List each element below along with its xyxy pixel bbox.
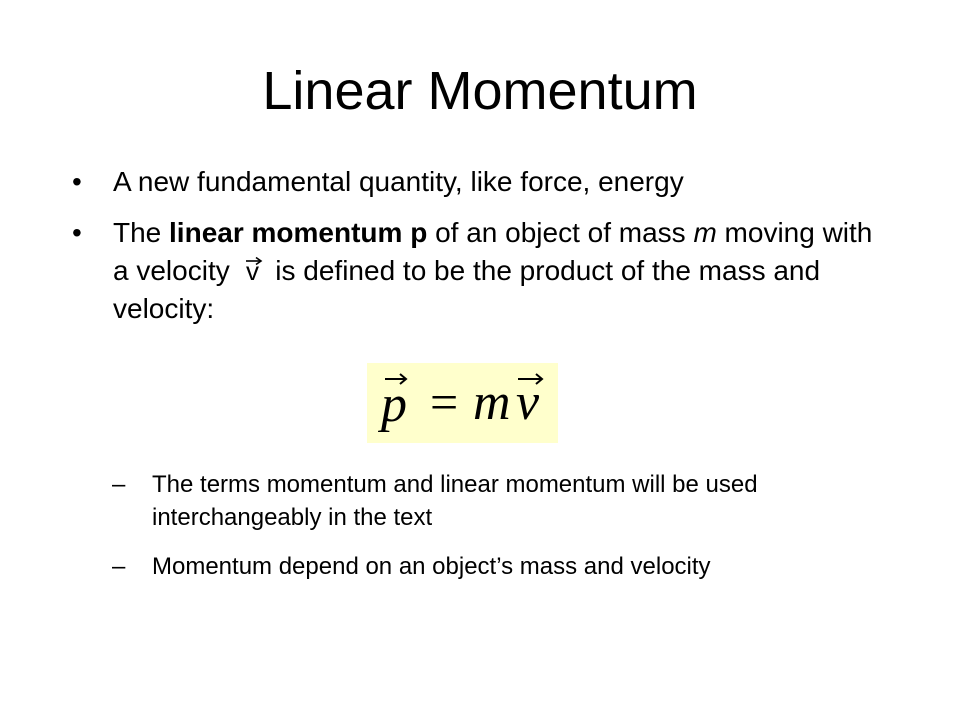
sub-bullet-text: Momentum depend on an object’s mass and velocity xyxy=(152,553,711,580)
mass-symbol: m xyxy=(473,374,511,431)
sub-bullet-text: The terms momentum and linear momentum will be used interchangeably in the text xyxy=(152,471,758,531)
velocity-vector-symbol xyxy=(238,252,268,290)
slide-title: Linear Momentum xyxy=(262,61,698,121)
equals-sign: = xyxy=(430,374,459,430)
bold-term: linear momentum p xyxy=(169,217,428,248)
bullet-marker: • xyxy=(72,166,82,197)
text-run: of an object of mass xyxy=(427,217,694,248)
sub-bullet-marker: – xyxy=(112,553,126,580)
velocity-symbol: v xyxy=(516,374,540,431)
text-run: The xyxy=(113,217,170,248)
text-run: is defined to be the product of the mass and velocity: xyxy=(113,255,821,324)
mass-symbol: m xyxy=(693,217,717,248)
text-run: moving with a velocity xyxy=(113,217,873,286)
bullet-marker: • xyxy=(72,217,82,248)
vector-arrow-icon xyxy=(245,256,263,266)
vector-letter: v xyxy=(246,256,259,286)
sub-bullet-marker: – xyxy=(112,471,126,498)
equation-box xyxy=(367,363,558,443)
momentum-equation xyxy=(367,363,558,443)
bullet-text xyxy=(113,214,893,328)
bullet-text: A new fundamental quantity, like force, energy xyxy=(113,166,684,197)
momentum-symbol: p xyxy=(381,376,407,433)
